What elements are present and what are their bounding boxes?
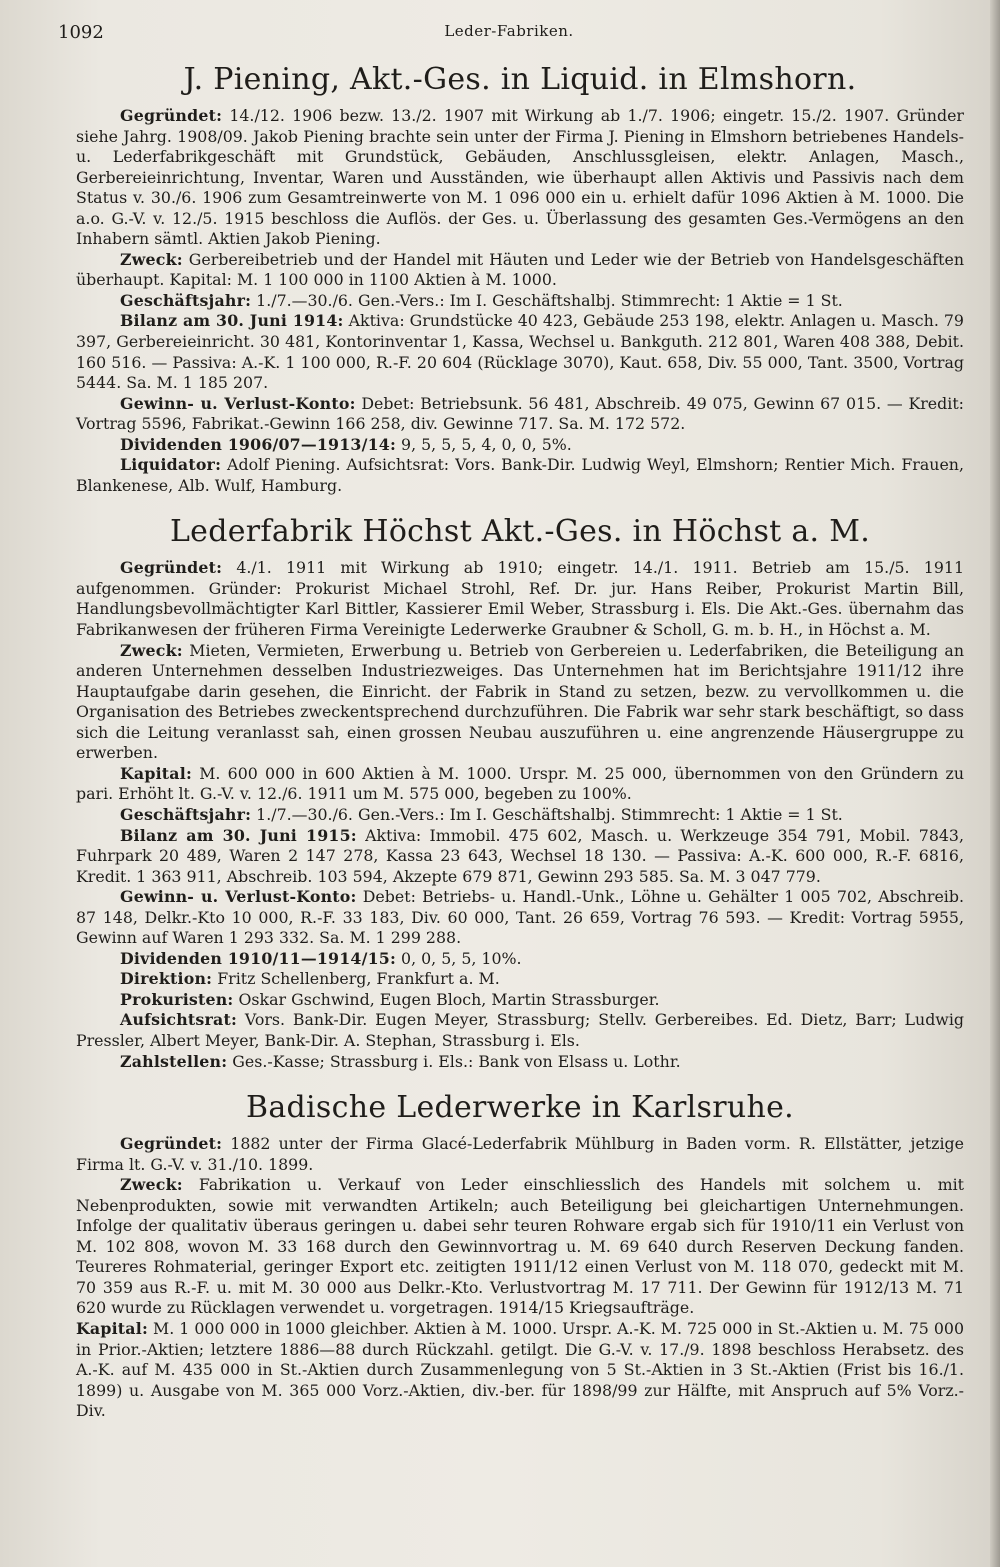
entry-paragraph (76, 641, 964, 764)
field-label: Liquidator: (120, 455, 222, 475)
field-text: 4./1. 1911 mit Wirkung ab 1910; eingetr. 14./1. 1911. Betrieb am 15./5. 1911 aufgenommen. Gründer: Prokurist Michael Strohl, Ref. Dr. jur. Hans Reiber, Prokurist Martin Bill, Handlungsbevollmächtigter Karl Bittler, Kassierer Emil Weber, Strassburg i. Els. Die Akt.-Ges. übernahm das Fabrikanwesen der früheren Firma Vereinigte Lederwerke Graubner & Scholl, G. m. b. H., in Höchst a. M. (76, 558, 964, 640)
field-text: M. 1 000 000 in 1000 gleichber. Aktien à M. 1000. Urspr. A.-K. M. 725 000 in St.-Aktien u. M. 75 000 in Prior.-Aktien; letztere 1886—88 durch Rückzahl. getilgt. Die G.-V. v. 17./9. 1898 beschloss Herabsetz. des A.-K. auf M. 435 000 in St.-Aktien durch Zusammenlegung von 5 St.-Aktien in 3 St.-Aktien (Frist bis 16./1. 1899) u. Ausgabe von M. 365 000 Vorz.-Aktien, div.-ber. für 1898/99 zur Hälfte, mit Anspruch auf 5% Vorz.-Div. (76, 1318, 964, 1421)
field-label: Gegründet: (120, 1134, 223, 1154)
field-text: Fritz Schellenberg, Frankfurt a. M. (212, 969, 500, 989)
field-label: Dividenden 1910/11—1914/15: (120, 948, 397, 968)
running-title: Leder-Fabriken. (444, 22, 574, 40)
field-label: Kapital: (120, 763, 192, 783)
entry-paragraph (76, 949, 964, 970)
entry-paragraph (76, 969, 964, 990)
field-label: Zahlstellen: (120, 1051, 228, 1071)
entry-paragraph (76, 1052, 964, 1073)
field-label: Gewinn- u. Verlust-Konto: (120, 393, 356, 413)
entry-paragraph (76, 805, 964, 826)
field-text: Mieten, Vermieten, Erwerbung u. Betrieb von Gerbereien u. Lederfabriken, die Beteiligung an anderen Unternehmen desselben Industriezweiges. Das Unternehmen hat im Berichtsjahre 1911/12 ihre Hauptaufgabe darin gesehen, die Einricht. der Fabrik in Stand zu setzen, bezw. zu vervollkommen u. die Organisation des Betriebes zweckentsprechend durchzuführen. Die Fabrik war sehr stark beschäftigt, so dass sich die Leitung veranlasst sah, einen grossen Neubau auszuführen u. eine angrenzende Häusergruppe zu erwerben. (76, 640, 964, 763)
field-text: 0, 0, 5, 5, 10%. (396, 948, 522, 968)
section-badische (76, 1088, 964, 1422)
field-text: M. 600 000 in 600 Aktien à M. 1000. Urspr. M. 25 000, übernommen von den Gründern zu pari. Erhöht lt. G.-V. v. 12./6. 1911 um M. 575 000, begeben zu 100%. (76, 763, 964, 804)
page-edge (990, 0, 1000, 1567)
field-text: 1./7.—30./6. Gen.-Vers.: Im I. Geschäftshalbj. Stimmrecht: 1 Aktie = 1 St. (251, 290, 843, 310)
field-label: Kapital: (76, 1318, 148, 1338)
field-label: Dividenden 1906/07—1913/14: (120, 434, 397, 454)
field-text: Oskar Gschwind, Eugen Bloch, Martin Strassburger. (233, 989, 660, 1009)
entry-paragraph (76, 1134, 964, 1175)
field-label: Gegründet: (120, 106, 223, 125)
field-text: Aktiva: Immobil. 475 602, Masch. u. Werkzeuge 354 791, Mobil. 7843, Fuhrpark 20 489, Waren 2 147 278, Kassa 23 643, Wechsel 18 130. — Passiva: A.-K. 600 000, R.-F. 6816, Kredit. 1 363 911, Abschreib. 103 594, Akzepte 679 871, Gewinn 293 585. Sa. M. 3 047 779. (76, 825, 964, 886)
section-hoechst (76, 512, 964, 1072)
field-label: Direktion: (120, 969, 213, 989)
field-label: Zweck: (120, 1175, 183, 1195)
field-label: Gewinn- u. Verlust-Konto: (120, 887, 357, 907)
entry-paragraph (76, 394, 964, 435)
field-text: 1./7.—30./6. Gen.-Vers.: Im I. Geschäftshalbj. Stimmrecht: 1 Aktie = 1 St. (251, 804, 843, 824)
field-label: Prokuristen: (120, 989, 234, 1009)
field-text: Gerbereibetrieb und der Handel mit Häuten und Leder wie der Betrieb von Handelsgeschäften überhaupt. Kapital: M. 1 100 000 in 1100 Aktien à M. 1000. (76, 249, 964, 290)
field-label: Zweck: (120, 640, 183, 660)
entry-paragraph (76, 106, 964, 250)
entry-paragraph (76, 250, 964, 291)
entry-paragraph (76, 826, 964, 888)
section-piening (76, 60, 964, 496)
entry-paragraph (76, 1010, 964, 1051)
company-title: Lederfabrik Höchst Akt.-Ges. in Höchst a. M. (169, 514, 871, 550)
company-title: J. Piening, Akt.-Ges. in Liquid. in Elmshorn. (183, 62, 857, 97)
entry-paragraph (76, 764, 964, 805)
entry-paragraph (76, 1175, 964, 1319)
field-label: Geschäftsjahr: (120, 290, 252, 310)
entry-paragraph (76, 311, 964, 393)
entry-paragraph (76, 1319, 964, 1422)
field-text: Aktiva: Grundstücke 40 423, Gebäude 253 198, elektr. Anlagen u. Masch. 79 397, Gerbereieinricht. 30 481, Kontorinventar 1, Kassa, Wechsel u. Bankguth. 212 801, Waren 408 388, Debit. 160 516. — Passiva: A.-K. 1 100 000, R.-F. 20 604 (Rücklage 3070), Kaut. 658, Div. 55 000, Tant. 3500, Vortrag 5444. Sa. M. 1 185 207. (76, 311, 964, 393)
field-text: Debet: Betriebsunk. 56 481, Abschreib. 49 075, Gewinn 67 015. — Kredit: Vortrag 5596, Fabrikat.-Gewinn 166 258, div. Gewinne 717. Sa. M. 172 572. (76, 393, 964, 434)
field-label: Zweck: (120, 249, 183, 269)
field-label: Aufsichtsrat: (120, 1010, 238, 1030)
field-label: Bilanz am 30. Juni 1914: (120, 311, 344, 331)
page-number: 1092 (58, 22, 104, 43)
entry-paragraph (76, 291, 964, 312)
entry-paragraph (76, 887, 964, 949)
entry-paragraph (76, 435, 964, 456)
field-text: 14./12. 1906 bezw. 13./2. 1907 mit Wirkung ab 1./7. 1906; eingetr. 15./2. 1907. Gründer siehe Jahrg. 1908/09. Jakob Piening brachte sein unter der Firma J. Piening in Elmshorn betriebenes Handels- u. Lederfabrikgeschäft mit Grundstück, Gebäuden, Anschlussgleisen, elektr. Anlagen, Masch., Gerbereieinrichtung, Inventar, Waren und Ausständen, wie überhaupt allen Aktivis und Passivis nach dem Status v. 30./6. 1906 zum Gesamtreinwerte von M. 1 096 000 ein u. erhielt dafür 1096 Aktien à M. 1000. Die a.o. G.-V. v. 12./5. 1915 beschloss die Auflös. der Ges. u. Überlassung des gesamten Ges.-Vermögens an den Inhabern sämtl. Aktien Jakob Piening. (76, 106, 964, 249)
field-text: 9, 5, 5, 5, 4, 0, 0, 5%. (396, 434, 572, 454)
page-content (76, 60, 964, 1422)
field-text: 1882 unter der Firma Glacé-Lederfabrik Mühlburg in Baden vorm. R. Ellstätter, jetzige Firma lt. G.-V. v. 31./10. 1899. (76, 1134, 964, 1174)
field-text: Ges.-Kasse; Strassburg i. Els.: Bank von Elsass u. Lothr. (227, 1051, 681, 1071)
entry-paragraph (76, 558, 964, 640)
entry-paragraph (76, 455, 964, 496)
field-text: Fabrikation u. Verkauf von Leder einschliesslich des Handels mit solchem u. mit Nebenprodukten, sowie mit verwandten Artikeln; auch Beteiligung bei gleichartigen Unternehmungen. Infolge der qualitativ überaus geringen u. dabei sehr teuren Rohware ergab sich für 1910/11 ein Verlust von M. 102 808, wovon M. 33 168 durch den Gewinnvortrag u. M. 69 640 durch Reserven Deckung fanden. Teureres Rohmaterial, geringer Export etc. zeitigten 1911/12 einen Verlust von M. 118 070, gedeckt mit M. 70 359 aus R.-F. u. mit M. 30 000 aus Delkr.-Kto. Verlustvortrag M. 17 711. Der Gewinn für 1912/13 M. 71 620 wurde zu Rücklagen verwendet u. vorgetragen. 1914/15 Kriegsaufträge. (76, 1175, 964, 1318)
field-text: Adolf Piening. Aufsichtsrat: Vors. Bank-Dir. Ludwig Weyl, Elmshorn; Rentier Mich. Frauen, Blankenese, Alb. Wulf, Hamburg. (76, 455, 964, 495)
field-text: Debet: Betriebs- u. Handl.-Unk., Löhne u. Gehälter 1 005 702, Abschreib. 87 148, Delkr.-Kto 10 000, R.-F. 33 183, Div. 60 000, Tant. 26 659, Vortrag 76 593. — Kredit: Vortrag 5955, Gewinn auf Waren 1 293 332. Sa. M. 1 299 288. (76, 887, 964, 948)
entry-paragraph (76, 990, 964, 1011)
company-title: Badische Lederwerke in Karlsruhe. (245, 1090, 794, 1126)
field-label: Bilanz am 30. Juni 1915: (120, 825, 357, 845)
field-text: Vors. Bank-Dir. Eugen Meyer, Strassburg; Stellv. Gerbereibes. Ed. Dietz, Barr; Ludwig Pressler, Albert Meyer, Bank-Dir. A. Stephan, Strassburg i. Els. (76, 1010, 964, 1050)
page-header (58, 22, 960, 48)
field-label: Gegründet: (120, 558, 223, 578)
field-label: Geschäftsjahr: (120, 804, 252, 824)
